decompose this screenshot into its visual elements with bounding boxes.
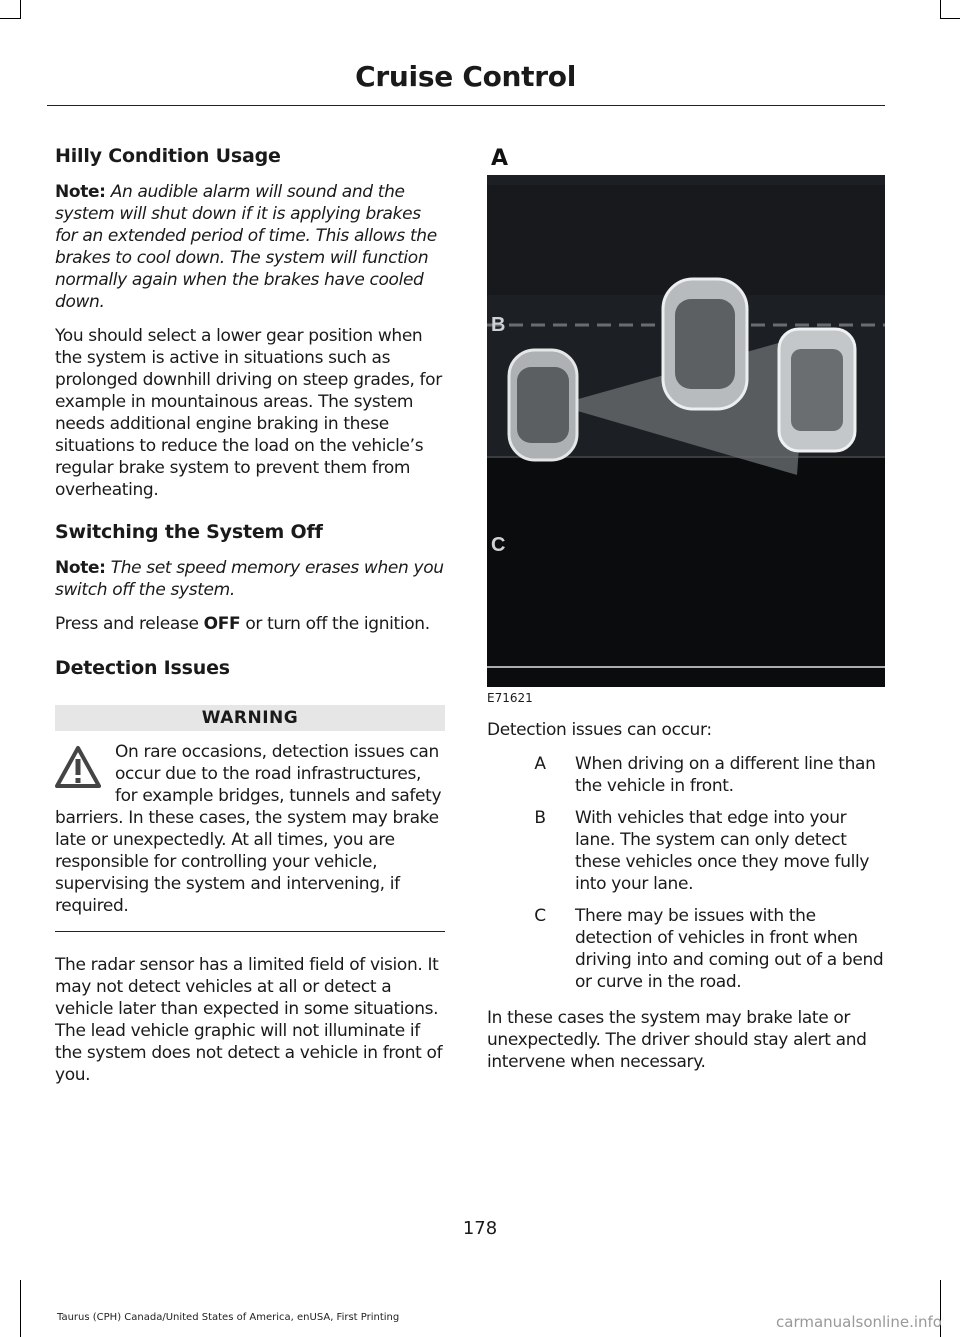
figure-id: E71621 [487,691,533,705]
list-item [487,905,885,993]
radar-paragraph: The radar sensor has a limited field of vision. It may not detect vehicles at all or detect a vehicle later than expected in some situations. The lead vehicle graphic will not illuminate if the system does not detect a vehicle in front of you. [55,955,443,1085]
note-text: An audible alarm will sound and the system will shut down if it is applying brakes for an extended period of time. This allows the brakes to cool down. The system will function normally again when the brakes have cooled down. [55,182,437,312]
closing-paragraph: In these cases the system may brake late or unexpectedly. The driver should stay alert and intervene when necessary. [487,1008,867,1072]
off-heading: Switching the System Off [55,521,323,543]
note-off [55,557,445,601]
crop-mark [20,0,21,19]
warning-title: WARNING [55,705,445,731]
list-item [487,807,885,895]
item-key: B [534,808,546,828]
warning-triangle-icon [55,745,101,789]
detect-heading: Detection Issues [55,657,230,679]
warning-text: On rare occasions, detection issues can occur due to the road infrastructures, for example bridges, tunnels and safety barriers. In these cases, the system may brake late or unexpectedly. At all times, you are responsible for controlling your vehicle, supervising the system and intervening, if required. [55,742,442,916]
detection-illustration [487,175,885,687]
figure-label-a: A [491,146,509,171]
item-key: C [534,906,546,926]
hilly-heading: Hilly Condition Usage [55,145,281,167]
list-item [487,753,885,797]
item-key: A [534,754,546,774]
detection-figure [487,175,885,687]
crop-mark [940,18,960,19]
detection-intro: Detection issues can occur: [487,720,712,740]
off-text-post: or turn off the ignition. [240,614,430,634]
note-label: Note: [55,558,106,578]
warning-divider [55,931,445,932]
item-text: When driving on a different line than the vehicle in front. [575,754,876,796]
figure-label-c: C [491,534,506,556]
page-number: 178 [462,1218,498,1239]
crop-mark [940,0,941,19]
definition-list [487,753,885,993]
crop-mark [0,18,20,19]
left-column [55,145,445,1098]
figure-label-b: B [491,314,506,336]
crop-mark [20,1280,21,1337]
header-divider [47,105,885,106]
watermark: carmanualsonline.info [776,1313,942,1331]
right-column [487,140,885,1085]
off-paragraph [55,613,445,635]
note-text: The set speed memory erases when you switch off the system. [55,558,444,600]
item-text: With vehicles that edge into your lane. The system can only detect these vehicles once they move fully into your lane. [575,808,870,894]
page-title: Cruise Control [355,60,576,93]
footer-text: Taurus (CPH) Canada/United States of America, enUSA, First Printing [57,1312,400,1323]
item-text: There may be issues with the detection of vehicles in front when driving into and coming out of a bend or curve in the road. [575,906,884,992]
note-label: Note: [55,182,106,202]
note-hilly [55,181,445,313]
hilly-paragraph: You should select a lower gear position when the system is active in situations such as prolonged downhill driving on steep grades, for example in mountainous areas. The system needs additional engine braking in these situations to reduce the load on the vehicle’s regular brake system to prevent them from overheating. [55,326,442,500]
off-keyword: OFF [203,614,241,634]
off-text-pre: Press and release [55,614,204,634]
warning-box [55,741,445,917]
